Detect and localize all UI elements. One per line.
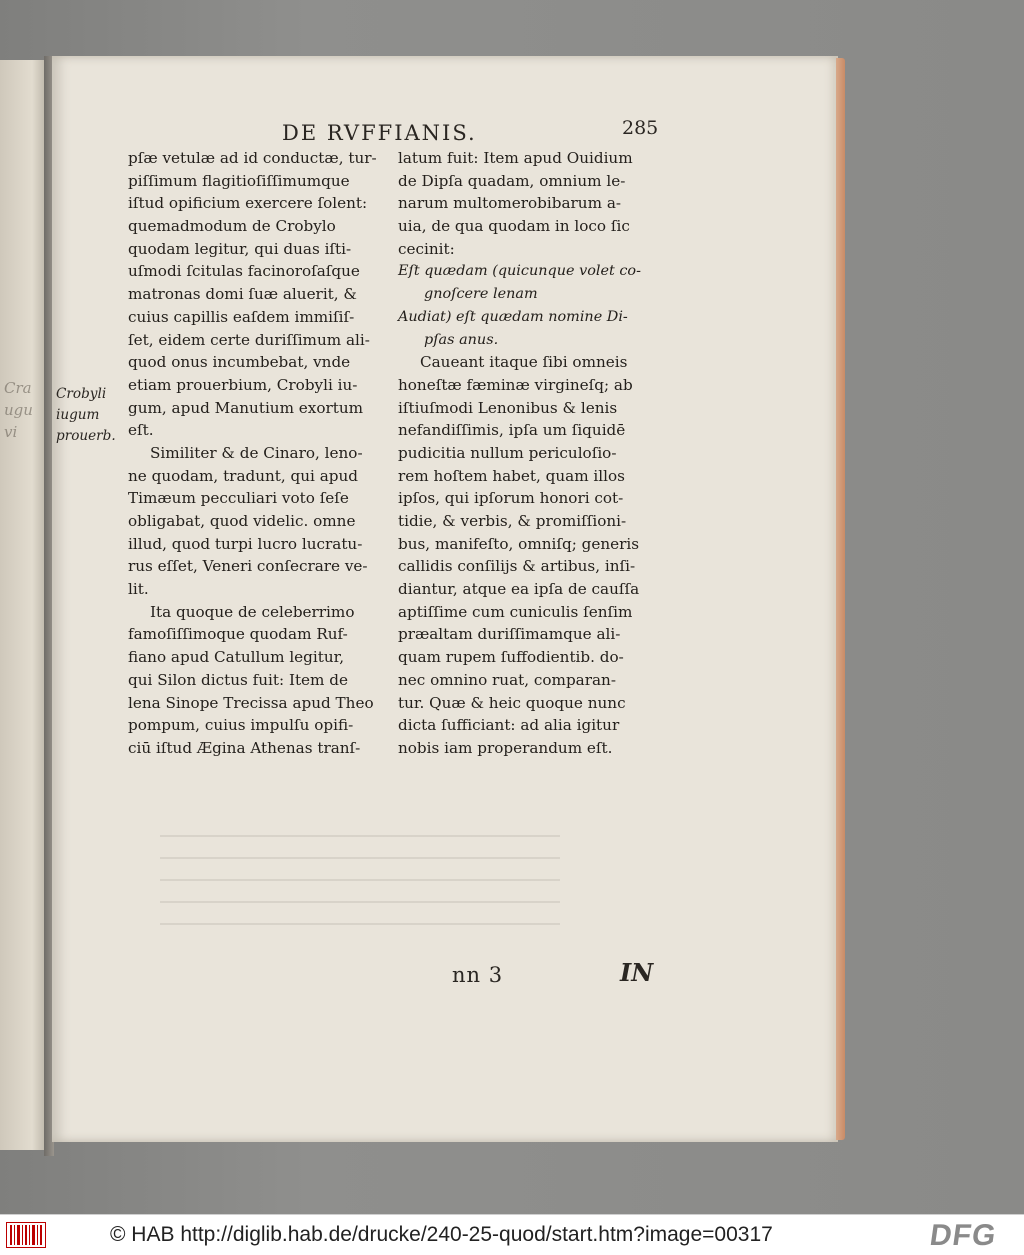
margin-note-line: iugum (56, 407, 100, 423)
page-number: 285 (622, 117, 659, 139)
text-line: pompum, cuius impulſu opifi- (128, 716, 354, 735)
text-line: nobis iam properandum eſt. (398, 738, 613, 757)
text-line: cecinit: (398, 239, 455, 258)
text-line: nefandiſſimis, ipſa um ſiquidē (398, 421, 626, 440)
text-line: dicta ſufficiant: ad alia igitur (398, 716, 620, 735)
prev-page-ghost-text: vi (4, 423, 18, 441)
text-line: uſmodi ſcitulas facinoroſaſque (128, 262, 360, 281)
text-line: narum multomerobibarum a- (398, 194, 621, 213)
text-line: latum fuit: Item apud Ouidium (398, 149, 633, 167)
text-line: ne quodam, tradunt, qui apud (128, 466, 359, 485)
verse-line: gnoſcere lenam (424, 286, 538, 303)
text-line: iſtud opificium exercere ſolent: (128, 194, 368, 213)
text-line: rus eſſet, Veneri conſecrare ve- (128, 557, 368, 576)
dfg-logo: DFG (927, 1219, 999, 1252)
text-line: gum, apud Manutium exortum (128, 398, 364, 417)
verse-line: Eſt quædam (quicunque volet co- (398, 263, 641, 280)
text-line: lit. (128, 580, 149, 599)
show-through-text (160, 835, 560, 945)
text-line: famoſiſſimoque quodam Ruf- (128, 625, 348, 644)
text-line: illud, quod turpi lucro lucratu- (128, 534, 363, 553)
text-line: iſtiuſmodi Lenonibus & lenis (398, 398, 618, 417)
text-line: callidis conſilijs & artibus, inſi- (398, 557, 636, 576)
text-line: tur. Quæ & heic quoque nunc (398, 693, 626, 712)
signature-mark: nn 3 (452, 963, 504, 987)
margin-note (56, 384, 116, 447)
text-line: pudicitia nullum periculoſio- (398, 443, 617, 462)
margin-note-line: Crobyli (56, 386, 107, 402)
paragraph-start-line: Caueant itaque ſibi omneis (420, 353, 628, 372)
text-line: quam rupem ſuffodientib. do- (398, 648, 624, 667)
text-line: piſſimum flagitioſiſſimumque (128, 171, 350, 190)
text-line: cuius capillis eaſdem immiſiſ- (128, 307, 355, 326)
barcode-icon[interactable] (6, 1222, 46, 1248)
text-line: matronas domi ſuæ aluerit, & (128, 285, 357, 304)
text-line: eſt. (128, 421, 154, 440)
verse-line: Audiat) eſt quædam nomine Di- (398, 308, 628, 325)
text-line: lena Sinope Trecissa apud Theo (128, 693, 374, 712)
right-text-column (398, 147, 660, 760)
page-edge (836, 58, 845, 1140)
text-line: Timæum pecculiari voto ſeſe (128, 489, 349, 508)
previous-page-sliver (0, 60, 46, 1150)
verse-line: pſas anus. (424, 331, 499, 348)
text-line: quodam legitur, qui duas iſti- (128, 239, 352, 258)
catchword: IN (620, 958, 654, 987)
paragraph-start-line: Ita quoque de celeberrimo (150, 602, 355, 621)
text-line: quod onus incumbebat, vnde (128, 353, 351, 372)
left-text-column (128, 147, 390, 760)
text-line: ciū iſtud Ægina Athenas tranſ- (128, 738, 361, 757)
text-line: tidie, & verbis, & promiſſioni- (398, 512, 627, 530)
text-line: de Dipſa quadam, omnium le- (398, 171, 626, 190)
text-line: aptiſſime cum cuniculis ſenſim (398, 602, 633, 621)
text-line: nec omnino ruat, comparan- (398, 670, 616, 689)
text-line: præaltam duriſſimamque ali- (398, 625, 621, 644)
margin-note-line: prouerb. (56, 428, 116, 444)
text-line: honeſtæ fæminæ virgineſq; ab (398, 375, 633, 394)
text-line: bus, manifeſto, omniſq; generis (398, 534, 640, 553)
prev-page-ghost-text: ugu (4, 401, 33, 419)
text-line: etiam prouerbium, Crobyli iu- (128, 375, 358, 394)
text-line: pſæ vetulæ ad id conductæ, tur- (128, 149, 377, 167)
prev-page-ghost-text: Cra (4, 379, 32, 397)
text-line: ſet, eidem certe duriſſimum ali- (128, 330, 370, 349)
text-line: rem hoſtem habet, quam illos (398, 466, 625, 485)
running-head: DE RVFFIANIS. (282, 121, 477, 145)
text-line: quemadmodum de Crobylo (128, 217, 336, 236)
paragraph-start-line: Similiter & de Cinaro, leno- (150, 443, 363, 462)
credit-link[interactable]: © HAB http://diglib.hab.de/drucke/240-25-quod/start.htm?image=00317 (110, 1223, 773, 1246)
text-line: fiano apud Catullum legitur, (128, 648, 345, 667)
text-line: diantur, atque ea ipſa de cauſſa (398, 580, 640, 599)
text-line: ipſos, qui ipſorum honori cot- (398, 489, 624, 508)
text-line: qui Silon dictus fuit: Item de (128, 670, 348, 689)
text-line: obligabat, quod videlic. omne (128, 512, 356, 530)
credit-bar (0, 1214, 1024, 1255)
text-line: uia, de qua quodam in loco ſic (398, 217, 630, 236)
